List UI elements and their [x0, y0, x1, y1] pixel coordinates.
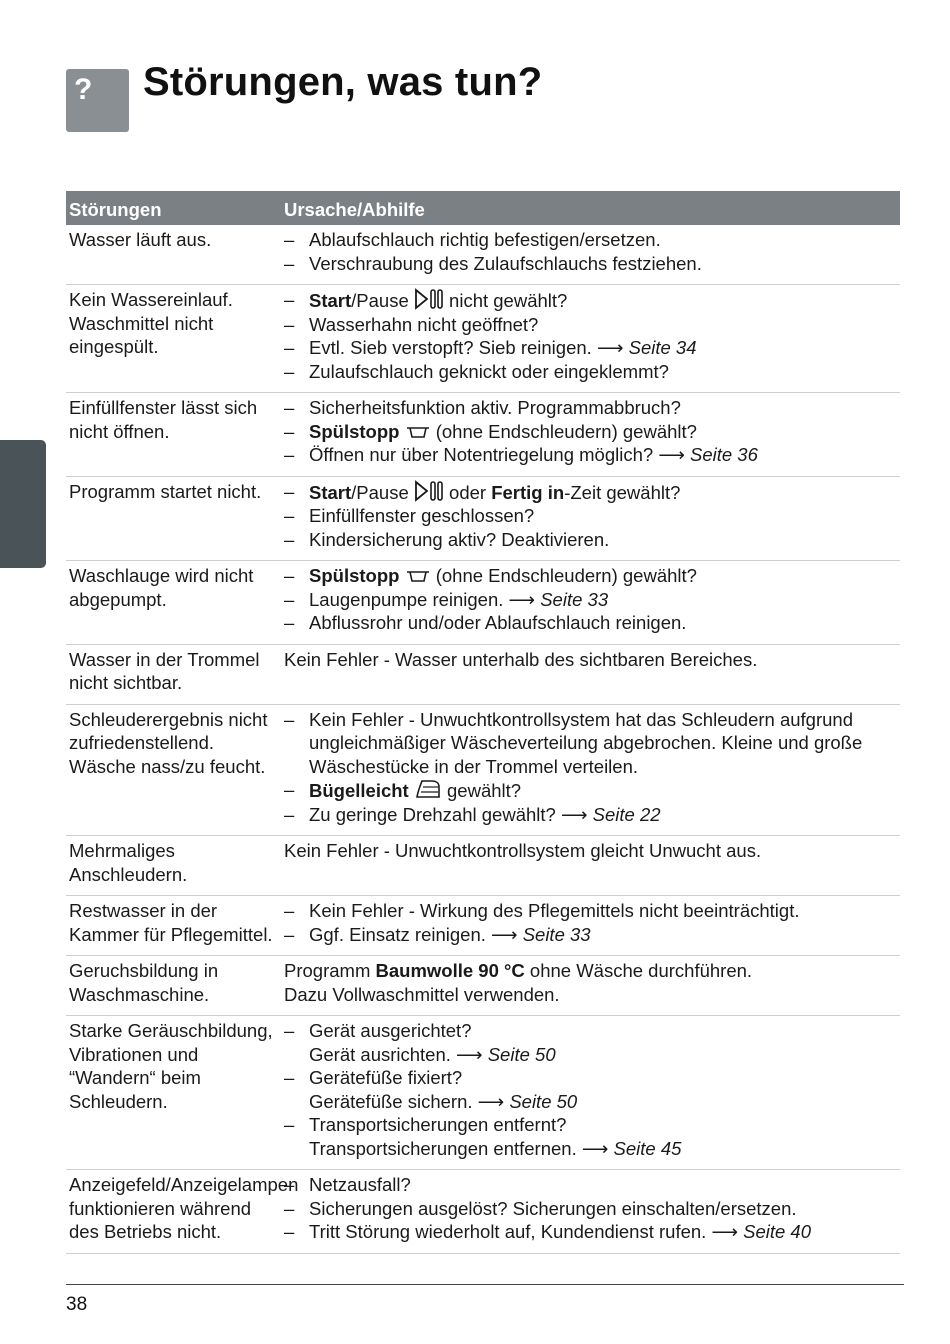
rinse-hold-label: Spülstopp	[309, 420, 400, 442]
arrow-right-icon: ⟶	[477, 1090, 505, 1112]
cause-cell	[281, 476, 900, 561]
item-text: Öffnen nur über Notentriegelung möglich?	[309, 444, 654, 465]
table-row	[66, 644, 900, 704]
list-item: – Kindersicherung aktiv? Deaktivieren.	[284, 528, 896, 552]
item-text: Zu geringe Drehzahl gewählt?	[309, 803, 556, 825]
item-text: Tritt Störung wiederholt auf, Kundendienst rufen.	[309, 1221, 707, 1242]
list-item	[284, 480, 896, 505]
item-text: gewählt?	[447, 780, 522, 801]
table-row	[66, 225, 900, 285]
table-row	[66, 285, 900, 393]
cause-cell: Kein Fehler - Wasser unterhalb des sichtbaren Bereiches.	[281, 644, 900, 704]
item-text: Laugenpumpe reinigen.	[309, 588, 504, 610]
rinse-hold-label: Spülstopp	[309, 565, 400, 586]
cause-cell	[281, 896, 900, 956]
table-row	[66, 836, 900, 896]
arrow-right-icon: ⟶	[596, 337, 624, 358]
page-reference: Seite 45	[613, 1137, 682, 1159]
troubleshooting-table	[66, 191, 900, 1254]
item-text: Ggf. Einsatz reinigen.	[309, 923, 486, 945]
table-row	[66, 704, 900, 836]
fault-cell: Mehrmaliges Anschleudern.	[66, 836, 281, 896]
chapter-tab	[0, 440, 46, 568]
fault-cell: Wasser in der Trommel nicht sichtbar.	[66, 644, 281, 704]
list-item: – Ablaufschlauch richtig befestigen/ersetzen.	[284, 228, 896, 252]
start-pause-icon	[414, 480, 444, 502]
list-item: – Einfüllfenster geschlossen?	[284, 504, 896, 528]
start-label: Start	[309, 290, 352, 311]
page-number: 38	[66, 1294, 88, 1315]
start-pause-icon	[414, 288, 444, 310]
fault-cell: Schleuderergebnis nicht zufriedenstellend. Wäsche nass/zu feucht.	[66, 704, 281, 836]
fault-cell: Anzeigefeld/Anzeigelampen funktionieren während des Betriebs nicht.	[66, 1170, 281, 1254]
finish-in-label: Fertig in	[491, 481, 565, 503]
footer-rule	[66, 1284, 904, 1285]
question-mark-icon: ?	[66, 69, 129, 132]
page-reference: Seite 33	[522, 923, 591, 945]
list-item	[284, 1019, 896, 1066]
arrow-right-icon: ⟶	[658, 444, 685, 465]
list-item	[284, 288, 896, 313]
list-item	[284, 1066, 896, 1113]
cause-cell	[281, 285, 900, 393]
list-item	[284, 336, 896, 360]
table-header-row	[66, 191, 900, 225]
rinse-hold-icon	[405, 421, 431, 441]
fault-cell: Geruchsbildung in Waschmaschine.	[66, 956, 281, 1016]
cause-cell	[281, 561, 900, 645]
cause-cell	[281, 1170, 900, 1254]
cause-cell	[281, 704, 900, 836]
list-item: – Zulaufschlauch geknickt oder eingeklemmt?	[284, 360, 896, 384]
list-item: – Wasserhahn nicht geöffnet?	[284, 313, 896, 337]
list-item: – Sicherungen ausgelöst? Sicherungen einschalten/ersetzen.	[284, 1197, 896, 1221]
item-text: Transportsicherungen entfernen.	[309, 1137, 577, 1159]
list-item	[284, 803, 896, 827]
item-text: Gerätefüße sichern.	[309, 1090, 473, 1112]
item-text: (ohne Endschleudern) gewählt?	[435, 565, 697, 586]
item-question: Gerät ausgerichtet?	[309, 1020, 472, 1041]
arrow-right-icon: ⟶	[456, 1043, 483, 1065]
fault-cell: Programm startet nicht.	[66, 476, 281, 561]
iron-icon	[414, 778, 442, 800]
fault-cell: Wasser läuft aus.	[66, 225, 281, 285]
list-item	[284, 1113, 896, 1160]
list-item	[284, 1220, 896, 1244]
item-text: Dazu Vollwaschmittel verwenden.	[284, 983, 560, 1005]
arrow-right-icon: ⟶	[508, 588, 536, 610]
page-reference: Seite 34	[628, 337, 697, 358]
list-item	[284, 778, 896, 803]
item-text: ohne Wäsche durchführen.	[529, 960, 753, 981]
program-name: Baumwolle 90 °C	[375, 960, 525, 981]
page-reference: Seite 33	[540, 588, 609, 610]
item-text: Gerät ausrichten.	[309, 1043, 451, 1065]
cause-cell	[281, 1016, 900, 1170]
item-text: Programm	[284, 960, 371, 981]
page-title: Störungen, was tun?	[143, 60, 543, 104]
table-row	[66, 1016, 900, 1170]
list-item: – Netzausfall?	[284, 1173, 896, 1197]
page-reference: Seite 40	[743, 1221, 812, 1242]
page-reference: Seite 50	[509, 1090, 578, 1112]
item-text: nicht gewählt?	[449, 290, 568, 311]
cause-cell: Kein Fehler - Unwuchtkontrollsystem gleicht Unwucht aus.	[281, 836, 900, 896]
arrow-right-icon: ⟶	[560, 803, 588, 825]
table-row	[66, 476, 900, 561]
fault-cell: Einfüllfenster lässt sich nicht öffnen.	[66, 393, 281, 477]
list-item: – Kein Fehler - Unwuchtkontrollsystem hat das Schleudern aufgrund ungleichmäßiger Wäscheverteilung abgebrochen. Kleine und große Wäschestücke in der Trommel verteilen.	[284, 708, 896, 779]
list-item: – Kein Fehler - Wirkung des Pflegemittels nicht beeinträchtigt.	[284, 899, 896, 923]
item-question: Gerätefüße fixiert?	[309, 1067, 463, 1088]
arrow-right-icon: ⟶	[581, 1137, 609, 1159]
table-row	[66, 1170, 900, 1254]
table-row	[66, 561, 900, 645]
fault-cell: Restwasser in der Kammer für Pflegemittel.	[66, 896, 281, 956]
item-text: (ohne Endschleudern) gewählt?	[435, 420, 697, 442]
pause-label: /Pause	[351, 481, 409, 503]
header-faults: Störungen	[66, 191, 281, 225]
list-item	[284, 443, 896, 467]
pause-label: /Pause	[351, 290, 409, 311]
cause-cell	[281, 956, 900, 1016]
header-cause: Ursache/Abhilfe	[281, 191, 900, 225]
item-question: Transportsicherungen entfernt?	[309, 1114, 567, 1135]
page-reference: Seite 22	[592, 803, 661, 825]
fault-cell: Starke Geräuschbildung, Vibrationen und “Wandern“ beim Schleudern.	[66, 1016, 281, 1170]
list-item: – Sicherheitsfunktion aktiv. Programmabbruch?	[284, 396, 896, 420]
page-reference: Seite 50	[487, 1043, 556, 1065]
start-label: Start	[309, 481, 352, 503]
table-row	[66, 896, 900, 956]
list-item	[284, 420, 896, 444]
arrow-right-icon: ⟶	[491, 923, 518, 945]
list-item	[284, 923, 896, 947]
page-reference: Seite 36	[690, 444, 758, 465]
cause-cell	[281, 393, 900, 477]
table-row	[66, 956, 900, 1016]
table-row	[66, 393, 900, 477]
item-text: oder	[449, 481, 487, 503]
cause-cell	[281, 225, 900, 285]
list-item	[284, 564, 896, 588]
item-text: Evtl. Sieb verstopft? Sieb reinigen.	[309, 337, 592, 358]
list-item: – Verschraubung des Zulaufschlauchs festziehen.	[284, 252, 896, 276]
list-item	[284, 588, 896, 612]
fault-cell: Waschlauge wird nicht abgepumpt.	[66, 561, 281, 645]
rinse-hold-icon	[405, 565, 431, 585]
item-text: -Zeit gewählt?	[564, 481, 681, 503]
list-item: – Abflussrohr und/oder Ablaufschlauch reinigen.	[284, 611, 896, 635]
arrow-right-icon: ⟶	[711, 1221, 738, 1242]
fault-cell: Kein Wassereinlauf. Waschmittel nicht eingespült.	[66, 285, 281, 393]
easy-iron-label: Bügelleicht	[309, 780, 409, 801]
